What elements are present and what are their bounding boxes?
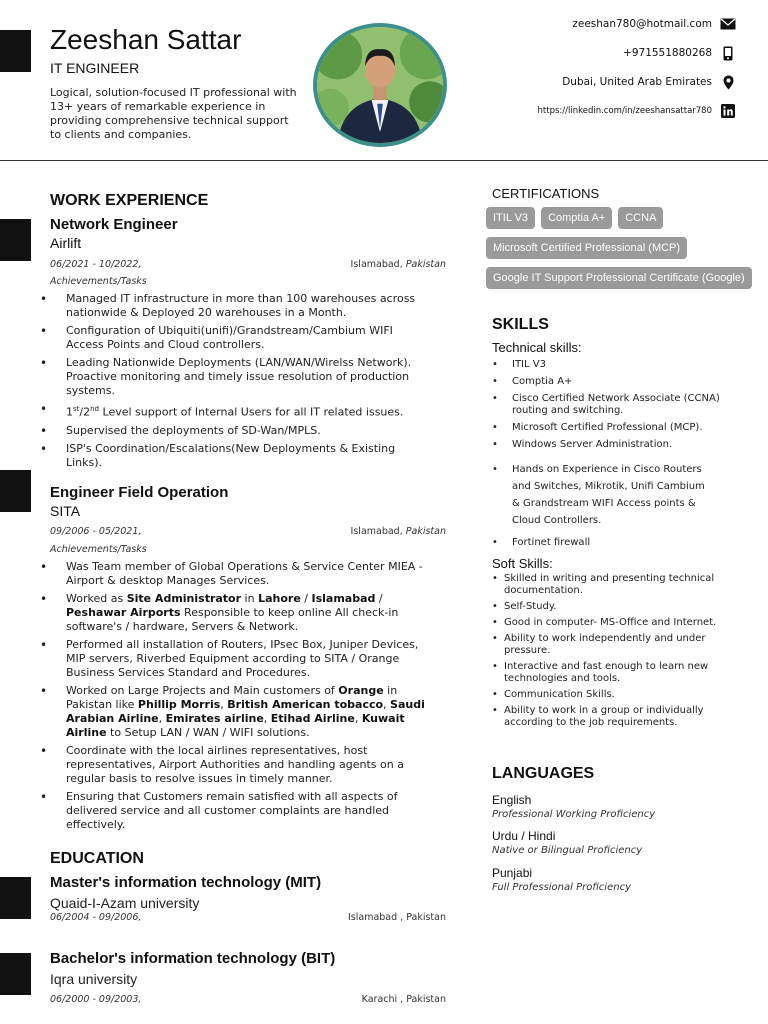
list-item: • Ensuring that Customers remain satisfied with all aspects of delivered service and all customer complaints are handled effectively. bbox=[40, 790, 432, 832]
list-item: • Configuration of Ubiquiti(unifi)/Grandstream/Cambium WIFI Access Points and Cloud controllers. bbox=[40, 324, 432, 352]
job-meta bbox=[50, 526, 446, 537]
list-item: • Hands on Experience in Cisco Routers and Switches, Mikrotik, Unifi Cambium & Grandstream WIFI Access points & Cloud Controllers. bbox=[492, 461, 712, 529]
map-pin-icon bbox=[720, 75, 736, 89]
education-meta bbox=[50, 994, 446, 1005]
list-item: • ITIL V3 bbox=[492, 359, 752, 371]
job-location: Islamabad, Pakistan bbox=[350, 259, 446, 270]
education-location: Islamabad , Pakistan bbox=[347, 912, 446, 923]
school-name: Quaid-I-Azam university bbox=[50, 895, 200, 911]
list-item: • Skilled in writing and presenting technical documentation. bbox=[492, 573, 752, 597]
language-level: Full Professional Proficiency bbox=[492, 882, 631, 893]
linkedin-icon bbox=[720, 104, 736, 118]
contact-email[interactable]: zeeshan780@hotmail.com bbox=[572, 17, 736, 31]
certification-tag: Comptia A+ bbox=[541, 207, 612, 229]
certification-tag: Microsoft Certified Professional (MCP) bbox=[486, 237, 687, 259]
skills-heading: SKILLS bbox=[492, 316, 549, 333]
profile-photo bbox=[313, 23, 447, 147]
list-item: • Leading Nationwide Deployments (LAN/WAN/Wirelss Network). Proactive monitoring and timely issue resolution of production systems. bbox=[40, 356, 432, 398]
list-item: • Windows Server Administration. bbox=[492, 439, 752, 451]
list-item: • Communication Skills. bbox=[492, 689, 752, 701]
technical-skills-label: Technical skills: bbox=[492, 340, 582, 355]
side-block bbox=[0, 877, 31, 919]
job-dates: 06/2021 - 10/2022, bbox=[50, 259, 142, 270]
list-item: • Coordinate with the local airlines representatives, host representatives, Airport Authorities and handling agents on a regular basis to resolve issues in timely manner. bbox=[40, 744, 432, 786]
list-item: • ISP's Coordination/Escalations(New Deployments & Existing Links). bbox=[40, 442, 432, 470]
language-name: Punjabi bbox=[492, 866, 533, 880]
list-item: • Supervised the deployments of SD-Wan/MPLS. bbox=[40, 424, 432, 438]
list-item: • Microsoft Certified Professional (MCP). bbox=[492, 422, 752, 434]
list-item: • Interactive and fast enough to learn new technologies and tools. bbox=[492, 661, 752, 685]
phone-icon bbox=[720, 46, 736, 60]
education-heading: EDUCATION bbox=[50, 850, 144, 867]
certification-tag: ITIL V3 bbox=[486, 207, 535, 229]
education-dates: 06/2004 - 09/2006, bbox=[50, 912, 142, 923]
list-item: • Worked on Large Projects and Main customers of Orange in Pakistan like Phillip Morris, British American tobacco, Saudi Arabian Airline, Emirates airline, Etihad Airline, Kuwait Airline to Setup LAN / WAN / WIFI solutions. bbox=[40, 684, 432, 740]
list-item: • Performed all installation of Routers, IPsec Box, Juniper Devices, MIP servers, Riverbed Equipment according to SITA / Orange Business Services Standard and Procedures. bbox=[40, 638, 432, 680]
list-item: • Self-Study. bbox=[492, 601, 752, 613]
education-dates: 06/2000 - 09/2003, bbox=[50, 994, 142, 1005]
list-item: • Cisco Certified Network Associate (CCNA) routing and switching. bbox=[492, 393, 752, 417]
language-level: Professional Working Proficiency bbox=[492, 809, 656, 820]
side-block bbox=[0, 30, 31, 72]
side-block bbox=[0, 219, 31, 261]
job-title: Network Engineer bbox=[50, 216, 178, 233]
job-location: Islamabad, Pakistan bbox=[350, 526, 446, 537]
company-name: Airlift bbox=[50, 235, 82, 251]
company-name: SITA bbox=[50, 503, 81, 519]
list-item: • Ability to work in a group or individually according to the job requirements. bbox=[492, 705, 752, 729]
envelope-icon bbox=[720, 17, 736, 31]
side-block bbox=[0, 470, 31, 512]
side-block bbox=[0, 953, 31, 995]
certification-tags bbox=[486, 207, 756, 289]
work-experience-heading: WORK EXPERIENCE bbox=[50, 192, 209, 209]
achievements-label: Achievements/Tasks bbox=[50, 276, 147, 287]
language-name: Urdu / Hindi bbox=[492, 829, 556, 843]
job-title: Engineer Field Operation bbox=[50, 484, 229, 501]
technical-skills-list bbox=[492, 359, 752, 554]
list-item: • Worked as Site Administrator in Lahore / Islamabad / Peshawar Airports Responsible to keep online All check-in software's / hardware, Servers & Network. bbox=[40, 592, 432, 634]
list-item: • Managed IT infrastructure in more than 100 warehouses across nationwide & Deployed 20 warehouses in a Month. bbox=[40, 292, 432, 320]
list-item: • Ability to work independently and under pressure. bbox=[492, 633, 752, 657]
job-title-header: IT ENGINEER bbox=[50, 60, 140, 76]
language-level: Native or Bilingual Proficiency bbox=[492, 845, 643, 856]
contact-phone[interactable]: +971551880268 bbox=[623, 46, 736, 60]
list-item: • Was Team member of Global Operations & Service Center MIEA - Airport & desktop Manages Services. bbox=[40, 560, 432, 588]
job-task-list bbox=[40, 292, 432, 474]
certifications-heading: CERTIFICATIONS bbox=[492, 186, 600, 201]
job-dates: 09/2006 - 05/2021, bbox=[50, 526, 142, 537]
contact-location: Dubai, United Arab Emirates bbox=[562, 75, 736, 89]
soft-skills-label: Soft Skills: bbox=[492, 556, 553, 571]
profile-summary: Logical, solution-focused IT professional with 13+ years of remarkable experience in providing comprehensive technical support to clients and companies. bbox=[50, 86, 297, 141]
certification-tag: Google IT Support Professional Certificate (Google) bbox=[486, 267, 752, 289]
education-location: Karachi , Pakistan bbox=[361, 994, 446, 1005]
degree-title: Master's information technology (MIT) bbox=[50, 874, 322, 891]
contact-linkedin[interactable]: https://linkedin.com/in/zeeshansattar780 bbox=[538, 104, 736, 118]
candidate-name: Zeeshan Sattar bbox=[50, 24, 242, 55]
language-name: English bbox=[492, 793, 532, 807]
header-divider bbox=[0, 160, 768, 161]
degree-title: Bachelor's information technology (BIT) bbox=[50, 950, 336, 967]
list-item: • 1st/2nd Level support of Internal Users for all IT related issues. bbox=[40, 402, 432, 420]
list-item: • Comptia A+ bbox=[492, 376, 752, 388]
soft-skills-list bbox=[492, 573, 752, 733]
job-task-list bbox=[40, 560, 432, 836]
job-meta bbox=[50, 259, 446, 270]
languages-heading: LANGUAGES bbox=[492, 765, 595, 782]
list-item: • Good in computer- MS-Office and Internet. bbox=[492, 617, 752, 629]
education-meta bbox=[50, 912, 446, 923]
achievements-label: Achievements/Tasks bbox=[50, 544, 147, 555]
list-item: • Fortinet firewall bbox=[492, 537, 752, 549]
school-name: Iqra university bbox=[50, 971, 138, 987]
certification-tag: CCNA bbox=[618, 207, 663, 229]
